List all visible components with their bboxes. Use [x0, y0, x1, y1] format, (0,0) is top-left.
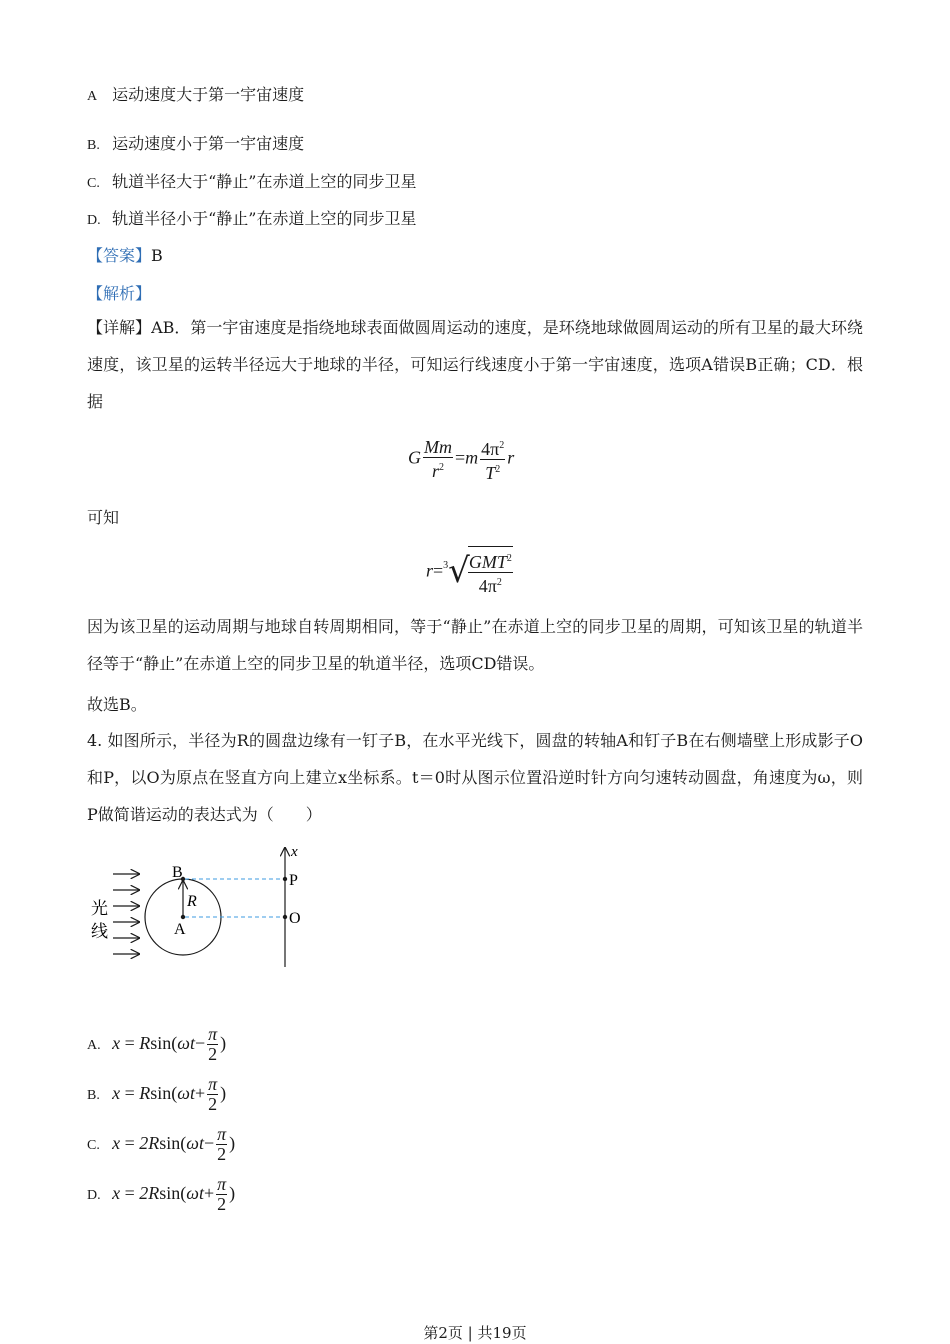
f1-num2 — [480, 436, 505, 459]
page-footer: 第2页 | 共19页 — [423, 1324, 527, 1342]
f2-lhs: r — [426, 560, 434, 581]
label-o: O — [289, 910, 301, 927]
light-label-2: 线 — [91, 922, 108, 942]
light-label-1: 光 — [91, 899, 108, 919]
label-b: B — [172, 864, 183, 881]
f1-den2 — [480, 459, 505, 483]
f2-eq: = — [433, 560, 444, 581]
option-label: D. — [87, 213, 101, 228]
opt-lhs: x — [112, 1032, 121, 1053]
opt-num: π — [217, 1174, 227, 1194]
opt-den: 2 — [208, 1044, 218, 1064]
opt-coef: R — [139, 1032, 151, 1053]
opt-num: π — [208, 1074, 218, 1094]
q3-option-a — [87, 82, 304, 105]
opt-arg: ωt — [177, 1082, 195, 1103]
opt-eq: = — [124, 1032, 135, 1053]
opt-close: ) — [229, 1132, 236, 1153]
label-x: x — [291, 844, 298, 860]
q3-option-d — [87, 206, 416, 229]
option-formula — [112, 1074, 227, 1114]
opt-lhs: x — [112, 1082, 121, 1103]
label-p: P — [289, 872, 298, 889]
opt-frac — [207, 1025, 218, 1064]
f2-den-exp: 2 — [496, 577, 502, 588]
option-label: A. — [87, 1037, 101, 1053]
opt-close: ) — [220, 1082, 227, 1103]
opt-sign: + — [194, 1082, 206, 1103]
option-text: 运动速度大于第一宇宙速度 — [112, 85, 305, 104]
f1-G: G — [408, 447, 421, 468]
opt-coef: R — [139, 1082, 151, 1103]
opt-lhs: x — [112, 1132, 121, 1153]
f1-num2-base: 4π — [481, 439, 500, 459]
opt-coef: 2R — [139, 1182, 160, 1203]
analysis-tag: 【解析】 — [87, 284, 152, 303]
opt-arg: ωt — [186, 1132, 204, 1153]
f1-eq: = — [455, 447, 466, 468]
opt-arg: ωt — [177, 1032, 195, 1053]
f1-frac-2 — [480, 436, 505, 483]
formula-gravitation — [408, 436, 514, 483]
f1-m: m — [465, 447, 479, 468]
f1-den1-exp: 2 — [439, 462, 444, 473]
conclusion-paragraph: 因为该卫星的运动周期与地球自转周期相同，等于“静止”在赤道上空的同步卫星的周期，可知该卫星的轨道半径等于“静止”在赤道上空的同步卫星的轨道半径，选项CD错误。 — [87, 617, 863, 673]
opt-sign: − — [194, 1032, 206, 1053]
light-ray-arrows — [113, 874, 139, 954]
shadow-point-o — [283, 915, 287, 919]
opt-close: ) — [220, 1032, 227, 1053]
detail-tag: 【详解】 — [87, 318, 152, 337]
opt-frac — [216, 1175, 227, 1214]
f2-num-base: GMT — [468, 552, 507, 572]
option-label: C. — [87, 1137, 100, 1153]
opt-sign: + — [203, 1182, 215, 1203]
option-label: A — [87, 89, 98, 104]
opt-frac — [207, 1075, 218, 1114]
option-label: D. — [87, 1187, 101, 1203]
q3-option-c — [87, 169, 416, 192]
f1-r: r — [507, 447, 515, 468]
opt-frac — [216, 1125, 227, 1164]
answer-value: B — [151, 246, 163, 265]
opt-den: 2 — [217, 1194, 227, 1214]
option-formula — [112, 1024, 227, 1064]
opt-eq: = — [124, 1082, 135, 1103]
axis-point-a — [181, 915, 185, 919]
label-r: R — [187, 893, 197, 910]
f1-num1: Mm — [424, 437, 452, 457]
opt-num: π — [217, 1124, 227, 1144]
f1-num2-exp: 2 — [499, 440, 505, 451]
final-choice: 故选B。 — [87, 695, 147, 714]
answer-tag: 【答案】 — [87, 246, 152, 265]
q4-figure — [91, 842, 320, 972]
formula-radius — [426, 546, 515, 596]
f1-den1-base: r — [431, 461, 439, 481]
f1-den2-exp: 2 — [495, 464, 501, 475]
q3-option-b — [87, 131, 304, 154]
f1-den1 — [423, 457, 453, 481]
opt-eq: = — [124, 1132, 135, 1153]
f1-den2-base: T — [485, 463, 496, 483]
detail-paragraph — [87, 309, 863, 420]
q4-option-a — [87, 1025, 226, 1064]
opt-fn: sin( — [150, 1082, 178, 1103]
answer-line — [87, 243, 163, 266]
option-text: 运动速度小于第一宇宙速度 — [112, 134, 305, 153]
option-text: 轨道半径小于“静止”在赤道上空的同步卫星 — [112, 209, 417, 228]
f2-den-base: 4π — [478, 576, 497, 596]
opt-arg: ωt — [186, 1182, 204, 1203]
opt-close: ) — [229, 1182, 236, 1203]
option-formula — [112, 1124, 236, 1164]
f1-frac-1 — [423, 438, 453, 481]
option-label: B. — [87, 138, 100, 153]
opt-num: π — [208, 1024, 218, 1044]
opt-coef: 2R — [139, 1132, 160, 1153]
f2-num-exp: 2 — [506, 553, 512, 564]
detail-text: AB．第一宇宙速度是指绕地球表面做圆周运动的速度，是环绕地球做圆周运动的所有卫星的最大环绕速度，该卫星的运转半径远大于地球的半径，可知运行线速度小于第一宇宙速度，选项A错误B正确；CD．根据 — [87, 318, 863, 411]
opt-fn: sin( — [159, 1182, 187, 1203]
option-formula — [112, 1174, 236, 1214]
opt-den: 2 — [208, 1094, 218, 1114]
opt-den: 2 — [217, 1144, 227, 1164]
kezhi: 可知 — [87, 508, 120, 527]
f2-radical-sign: √ — [448, 551, 470, 591]
option-label: B. — [87, 1087, 100, 1103]
q4-option-d — [87, 1175, 235, 1214]
opt-sign: − — [203, 1132, 215, 1153]
q4-option-c — [87, 1125, 235, 1164]
q4-stem: 4. 如图所示，半径为R的圆盘边缘有一钉子B，在水平光线下，圆盘的转轴A和钉子B在右侧墙壁上形成影子O和P，以O为原点在竖直方向上建立x坐标系。t＝0时从图示位置沿逆时针方向匀速转动圆盘，角速度为ω，则P做简谐运动的表达式为（ ） — [87, 731, 863, 824]
f2-frac — [468, 546, 513, 596]
opt-eq: = — [124, 1182, 135, 1203]
f2-den — [468, 572, 513, 596]
opt-lhs: x — [112, 1182, 121, 1203]
option-text: 轨道半径大于“静止”在赤道上空的同步卫星 — [112, 172, 417, 191]
label-a: A — [174, 921, 186, 938]
f2-num — [468, 549, 513, 572]
option-label: C. — [87, 176, 100, 191]
q4-option-b — [87, 1075, 226, 1114]
opt-fn: sin( — [159, 1132, 187, 1153]
opt-fn: sin( — [150, 1032, 178, 1053]
f2-root-index: 3 — [443, 559, 449, 571]
shadow-point-p — [283, 877, 287, 881]
